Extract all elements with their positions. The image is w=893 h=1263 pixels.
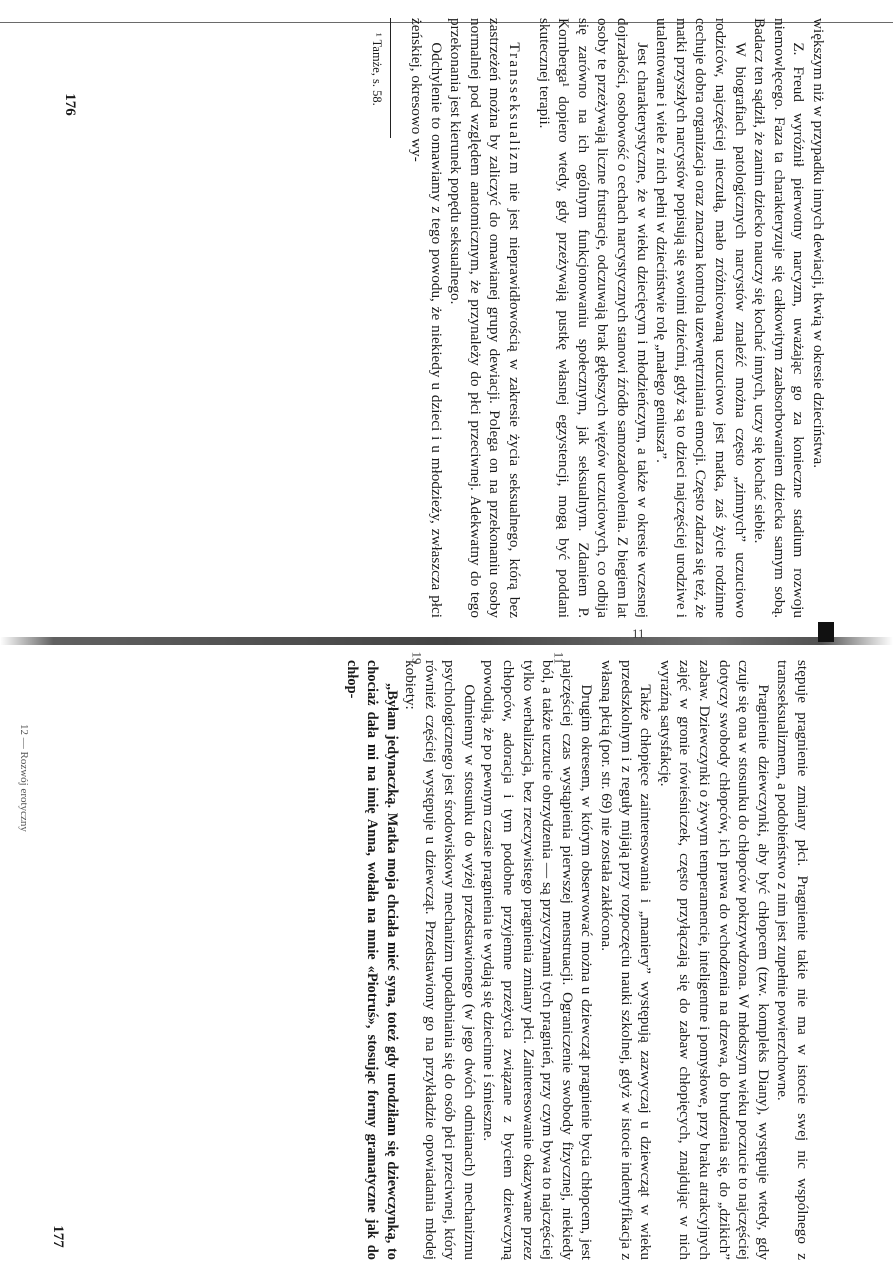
book-gutter <box>0 637 893 645</box>
paragraph-4: Jest charakterystyczne, że w wieku dziecięcym i młodzieńczym, a także w okresie wczesnej dojrzałości, osobowość o cechach narcystycznych stanowi źródło samozadowolenia. Z biegiem lat osoby te przeżywają liczne frustracje, odczuwają brak głębszych więzów uczuciowych, co odbija się zarówno na ich ogólnym funkcjonowaniu społecznym, jak seksualnym. Zdaniem P. Kornberga¹ dopiero wtedy, gdy przeżywają pustkę własnej egzystencji, mogą być poddani skutecznej terapii. <box>535 18 651 618</box>
paragraph-3: W biografiach patologicznych narcystów znaleźć można często „zimnych” uczuciowo rodziców, najczęściej nieczułą, mało zróżnicowaną uczuciowo jest matka, zaś życie rodzinne cechuje dobra organizacja oraz znaczna kontrola uzewnętrzniania emocji. Często zdarza się też, że matki przyszłych narcystów popisują się swoimi dziećmi, gdyż są to dzieci najczęściej urodziwe i utalentowane i wiele z nich pełni w dzieciństwie rolę „małego geniusza”. <box>653 18 749 618</box>
paragraph-3: Także chłopięce zainteresowania i „maniery” występują zazwyczaj u dziewcząt w wieku przedszkolnym i z reguły mijają przy rozpoczęciu nauki szkolnej, gdyż w istocie indentyfikacja z własną płcią (por. str. 69) nie została zakłócona. <box>598 660 655 1260</box>
gutter-mark-mid: 11 <box>551 651 567 665</box>
page-177-body <box>342 660 812 1260</box>
paragraph-2: Z. Freud wyróżnił pierwotny narcyzm, uważając go za konieczne stadium rozwoju niemowlęcego. Faza ta charakteryzuje się całkowitym zaabsorbowaniem dziecka samym sobą. Badacz ten sądził, że zanim dziecko nauczy się kochać innych, uczy się kochać siebie. <box>751 18 808 618</box>
paragraph-1: stępuje pragnienie zmiany płci. Pragnienie takie nie ma w istocie swej nic wspólnego z transseksualizmem, a podobieństwo z nim jest zupełnie powierzchowne. <box>774 660 811 1260</box>
quote-paragraph: „Byłam jedynaczką. Matka moja chciała mieć syna, toteż gdy urodziłam się dziewczynką, to chociaż dała mi na imię Anna, wołała na mnie «Piotruś», stosując formy gramatyczne jak do chłop- <box>344 660 400 1260</box>
section-paragraph-1: nie jest nieprawidłowością w zakresie życia seksualnego, którą bez zastrzeżeń można by zaliczyć do omawianej grupy dewiacji. Polega on na przekonaniu osoby normalnej pod względem anatomicznym, że przynależy do płci przeciwnej. Adekwatny do tego przekonania jest kierunek popędu seksualnego. <box>447 18 524 618</box>
paragraph-4: Drugim okresem, w którym obserwować można u dziewcząt pragnienie bycia chłopcem, jest najczęściej czas wystąpienia pierwszej menstruacji. Ograniczenie swobody fizycznej, niekiedy ból, a także uczucie obrzydzenia — są przyczynami tych pragnień, przy czym bywa to najczęściej tylko werbalizacja, bez rzeczywistego pragnienia zmiany płci. Zainteresowanie okazywane przez chłopców, adoracja i tym podobne przyjemne przeżycia związane z byciem dziewczyną powodują, że po pewnym czasie pragnienia te wydają się dziecinne i śmieszne. <box>480 660 596 1260</box>
page-176 <box>48 18 828 618</box>
paragraph-2: Pragnienie dziewczynki, aby być chłopcem (tzw. kompleks Diany), występuje wtedy, gdy czuje się ona w stosunku do chłopców pokrzywdzona. W młodszym wieku poczucie to najczęściej dotyczy swobody chłopców, ich prawa do wchodzenia na drzewa, do brudzenia się, do „dzikich” zabaw. Dziewczynki o żywym temperamencie, inteligentne i pomysłowe, przy braku atrakcyjnych zajęć w gronie rówieśniczek, często przyłączają się do zabaw chłopięcych, znajdując w nich wyraźną satysfakcję. <box>656 660 772 1260</box>
section-paragraph-2: Odchylenie to omawiamy z tego powodu, że niekiedy u dzieci i u młodzieży, zwłaszcza płci żeńskiej, okresowo wy- <box>408 18 445 618</box>
page-number-176: 176 <box>61 93 78 116</box>
page-177 <box>32 660 812 1260</box>
running-footer: 12 — Rozwój erotyczny <box>18 724 30 832</box>
section-transseksualizm <box>446 18 524 618</box>
page-number-177: 177 <box>49 1225 66 1248</box>
paragraph-5: Odmienny w stosunku do wyżej przedstawionego (w jego dwóch odmianach) mechanizmu psychologicznego jest środowiskowy mechanizm upodabniania się do osób płci przeciwnej, który również częściej występuje u dziewcząt. Przedstawiony go na przykładzie opowiadania młodej kobiety: <box>402 660 478 1260</box>
scan-artifact-mark <box>818 622 834 642</box>
footnote: ¹ Tamże, s. 58. <box>369 33 384 106</box>
gutter-mark-left: 19 <box>409 651 425 665</box>
paragraph-1: większym niż w przypadku innych dewiacji, tkwią w okresie dzieciństwa. <box>810 18 827 469</box>
footnote-rule <box>390 18 391 138</box>
page-176-body <box>369 18 828 618</box>
section-lead: Transseksualizm <box>506 42 524 176</box>
gutter-mark-top: 11 <box>632 626 645 641</box>
